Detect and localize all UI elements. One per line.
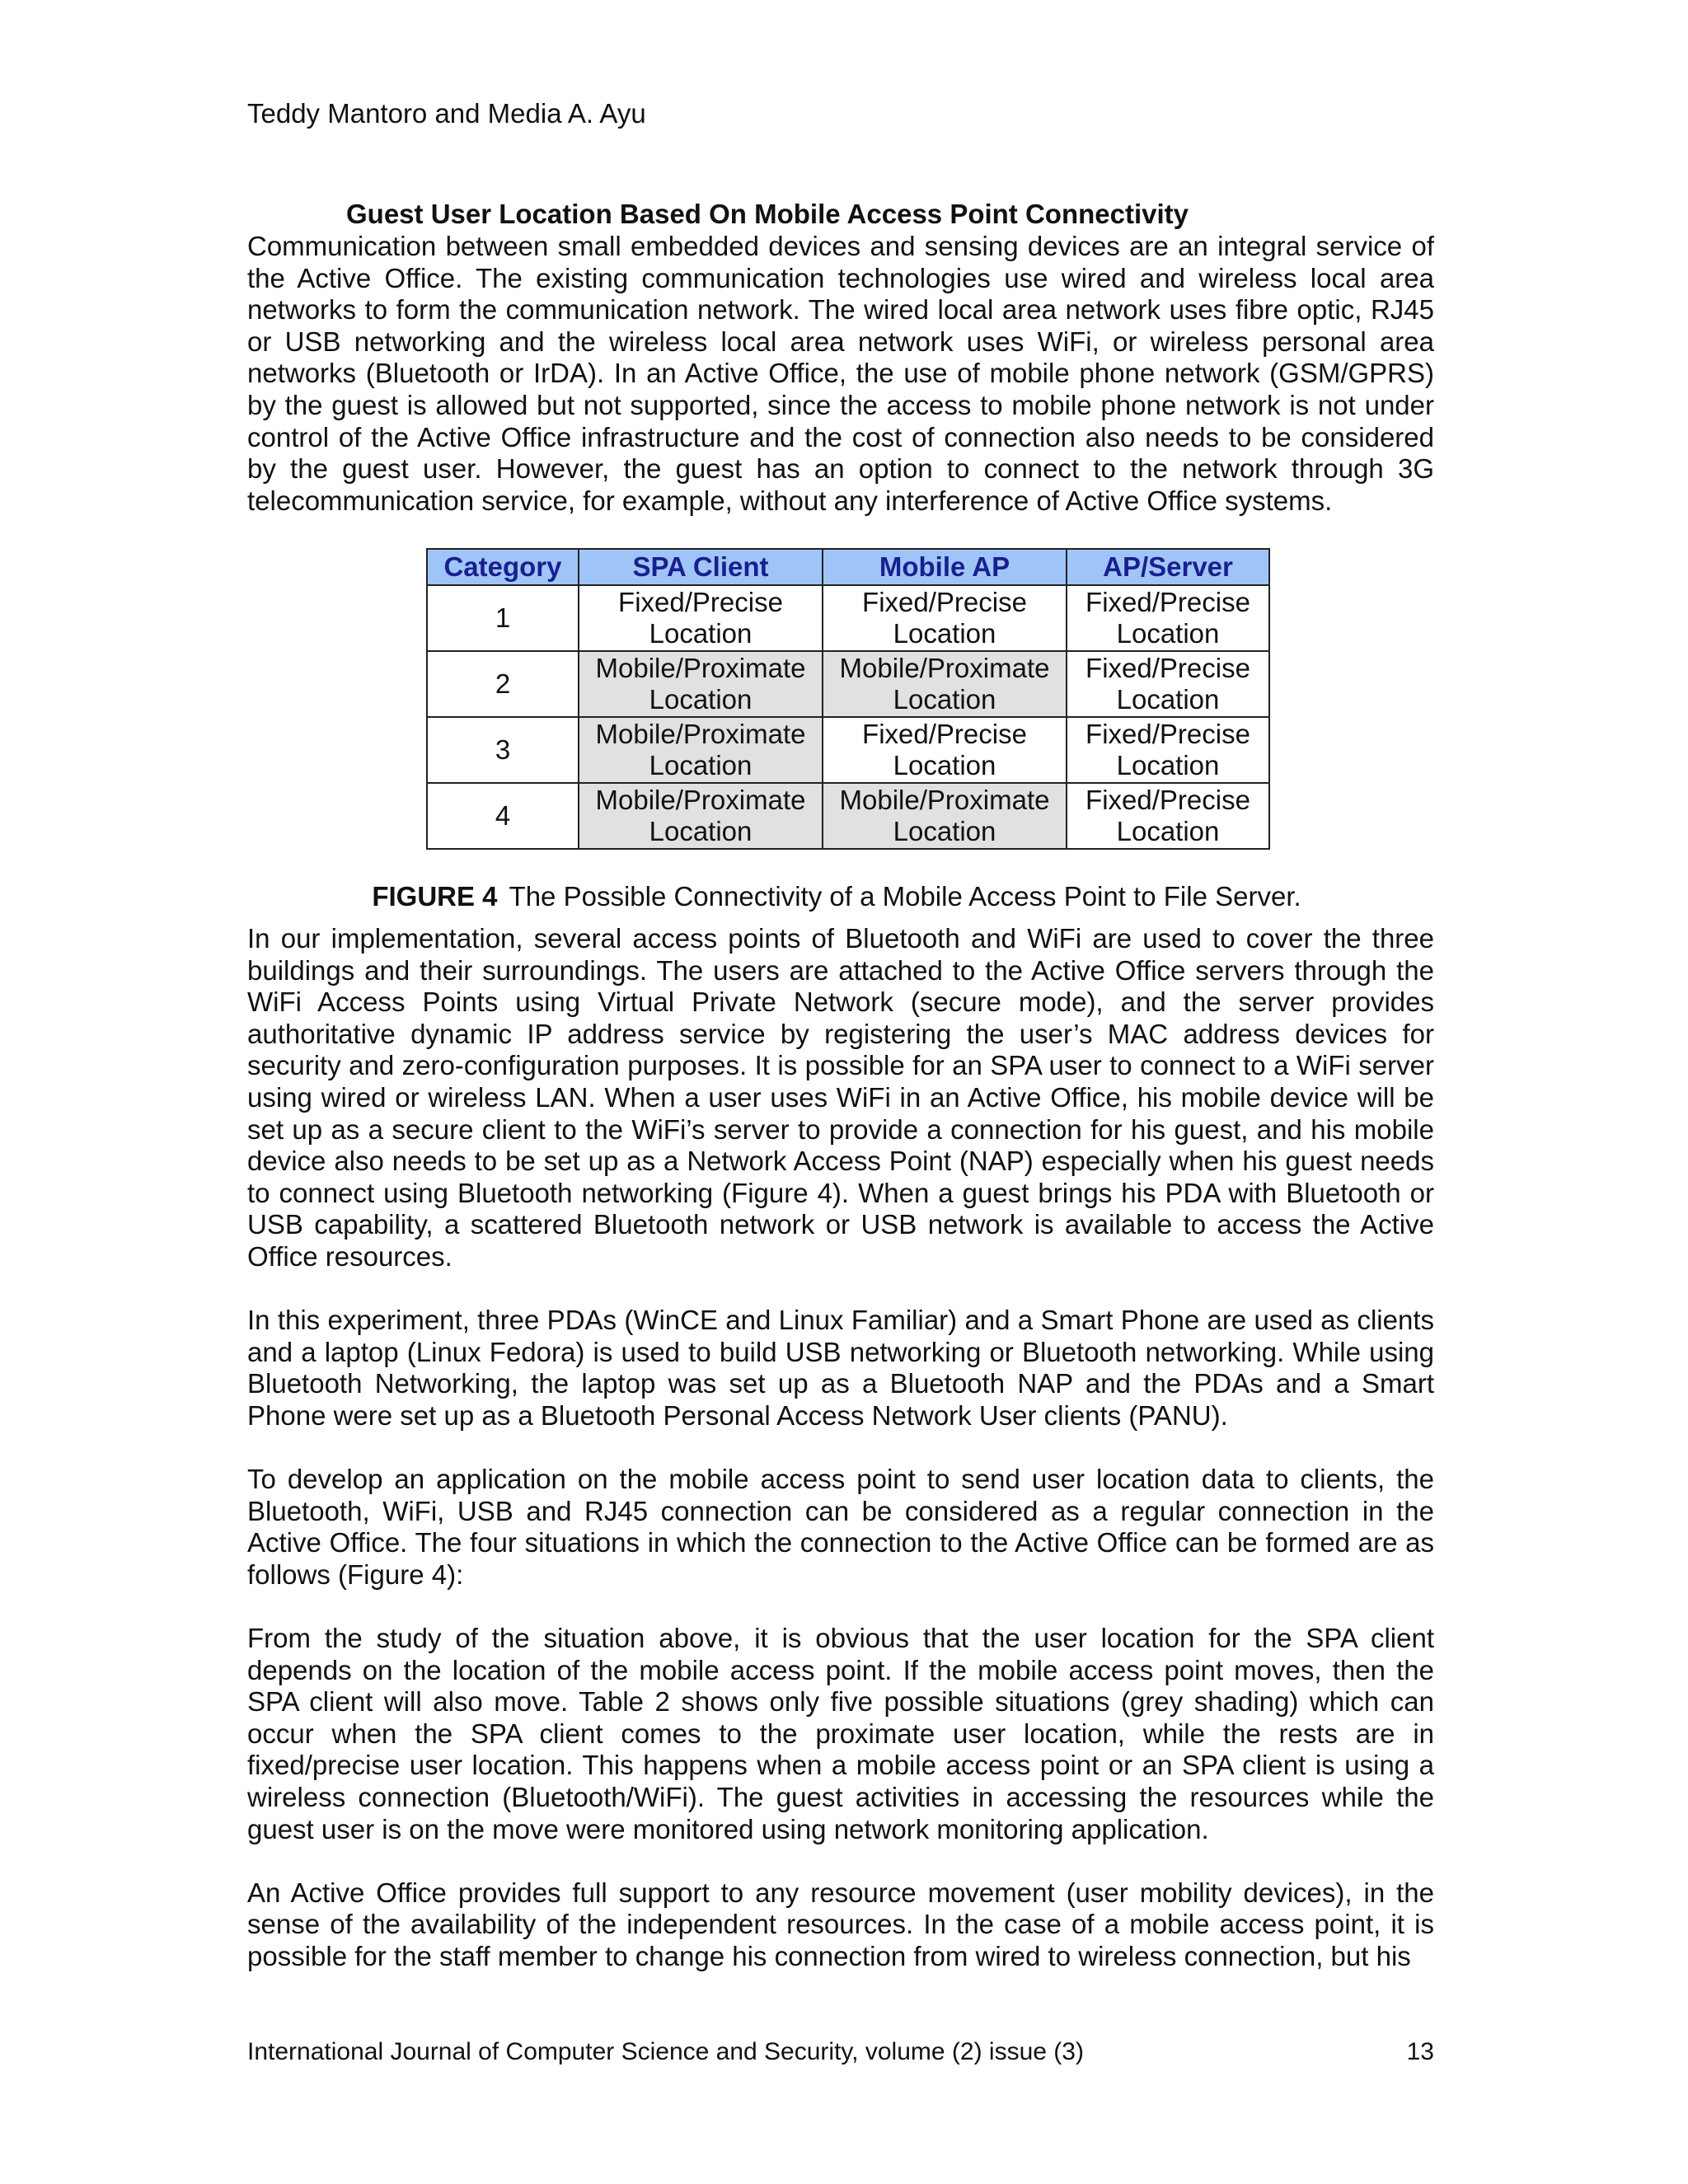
cell-mobile-ap: Mobile/Proximate Location xyxy=(823,783,1067,849)
figure-caption xyxy=(247,881,1434,913)
figure-label: FIGURE 4 xyxy=(372,881,498,912)
page-number: 13 xyxy=(1406,2038,1434,2065)
cell-ap-server: Fixed/Precise Location xyxy=(1067,651,1269,717)
paragraph-gap xyxy=(247,1272,1434,1305)
table-row xyxy=(427,651,1269,717)
cell-mobile-ap: Fixed/Precise Location xyxy=(823,585,1067,651)
cell-spa-client: Mobile/Proximate Location xyxy=(579,651,823,717)
paragraph-gap xyxy=(247,1591,1434,1623)
cell-category: 1 xyxy=(427,585,579,651)
running-head: Teddy Mantoro and Media A. Ayu xyxy=(247,98,646,129)
cell-mobile-ap: Fixed/Precise Location xyxy=(823,717,1067,783)
paragraph-gap xyxy=(247,1432,1434,1464)
connectivity-table xyxy=(426,548,1270,850)
cell-mobile-ap: Mobile/Proximate Location xyxy=(823,651,1067,717)
header-ap-server: AP/Server xyxy=(1067,549,1269,585)
page-footer xyxy=(247,2037,1434,2067)
table-row xyxy=(427,717,1269,783)
cell-ap-server: Fixed/Precise Location xyxy=(1067,717,1269,783)
section-heading: Guest User Location Based On Mobile Access Point Connectivity xyxy=(346,199,1189,229)
cell-spa-client: Mobile/Proximate Location xyxy=(579,717,823,783)
cell-category: 2 xyxy=(427,651,579,717)
cell-ap-server: Fixed/Precise Location xyxy=(1067,783,1269,849)
header-category: Category xyxy=(427,549,579,585)
paragraph-3: In this experiment, three PDAs (WinCE and Linux Familiar) and a Smart Phone are used as clients and a laptop (Linux Fedora) is used to build USB networking or Bluetooth networking. While using Bluetooth Networking, the laptop was set up as a Bluetooth NAP and the PDAs and a Smart Phone were set up as a Bluetooth Personal Access Network User clients (PANU). xyxy=(247,1305,1434,1431)
paragraph-2: In our implementation, several access points of Bluetooth and WiFi are used to cover the three buildings and their surroundings. The users are attached to the Active Office servers through the WiFi Access Points using Virtual Private Network (secure mode), and the server provides authoritative dynamic IP address service by registering the user’s MAC address devices for security and zero-configuration purposes. It is possible for an SPA user to connect to a WiFi server using wired or wireless LAN. When a user uses WiFi in an Active Office, his mobile device will be set up as a secure client to the WiFi’s server to provide a connection for his guest, and his mobile device also needs to be set up as a Network Access Point (NAP) especially when his guest needs to connect using Bluetooth networking (Figure 4). When a guest brings his PDA with Bluetooth or USB capability, a scattered Bluetooth network or USB network is available to access the Active Office resources. xyxy=(247,922,1434,1272)
table-row xyxy=(427,585,1269,651)
cell-category: 4 xyxy=(427,783,579,849)
paragraph-1: Communication between small embedded devices and sensing devices are an integral service of the Active Office. The existing communication technologies use wired and wireless local area networks to form the communication network. The wired local area network uses fibre optic, RJ45 or USB networking and the wireless local area network uses WiFi, or wireless personal area networks (Bluetooth or IrDA). In an Active Office, the use of mobile phone network (GSM/GPRS) by the guest is allowed but not supported, since the access to mobile phone network is not under control of the Active Office infrastructure and the cost of connection also needs to be considered by the guest user. However, the guest has an option to connect to the network through 3G telecommunication service, for example, without any interference of Active Office systems. xyxy=(247,231,1434,516)
header-mobile-ap: Mobile AP xyxy=(823,549,1067,585)
paragraph-gap xyxy=(247,1845,1434,1877)
header-spa-client: SPA Client xyxy=(579,549,823,585)
table-row xyxy=(427,783,1269,849)
main-content xyxy=(247,198,1434,1973)
cell-spa-client: Fixed/Precise Location xyxy=(579,585,823,651)
paragraph-6: An Active Office provides full support to any resource movement (user mobility devices), in the sense of the availability of the independent resources. In the case of a mobile access point, it is possible for the staff member to change his connection from wired to wireless connection, but his xyxy=(247,1877,1434,1971)
cell-category: 3 xyxy=(427,717,579,783)
paragraph-4: To develop an application on the mobile access point to send user location data to clients, the Bluetooth, WiFi, USB and RJ45 connection can be considered as a regular connection in the Active Office. The four situations in which the connection to the Active Office can be formed are as follows (Figure 4): xyxy=(247,1464,1434,1590)
paragraph-5: From the study of the situation above, it is obvious that the user location for the SPA client depends on the location of the mobile access point. If the mobile access point moves, then the SPA client will also move. Table 2 shows only five possible situations (grey shading) which can occur when the SPA client comes to the proximate user location, while the rests are in fixed/precise user location. This happens when a mobile access point or an SPA client is using a wireless connection (Bluetooth/WiFi). The guest activities in accessing the resources while the guest user is on the move were monitored using network monitoring application. xyxy=(247,1623,1434,1844)
journal-citation: International Journal of Computer Science and Security, volume (2) issue (3) xyxy=(247,2038,1084,2065)
cell-ap-server: Fixed/Precise Location xyxy=(1067,585,1269,651)
table-container xyxy=(247,548,1434,850)
table-header-row xyxy=(427,549,1269,585)
figure-caption-text: The Possible Connectivity of a Mobile Access Point to File Server. xyxy=(509,881,1301,912)
cell-spa-client: Mobile/Proximate Location xyxy=(579,783,823,849)
